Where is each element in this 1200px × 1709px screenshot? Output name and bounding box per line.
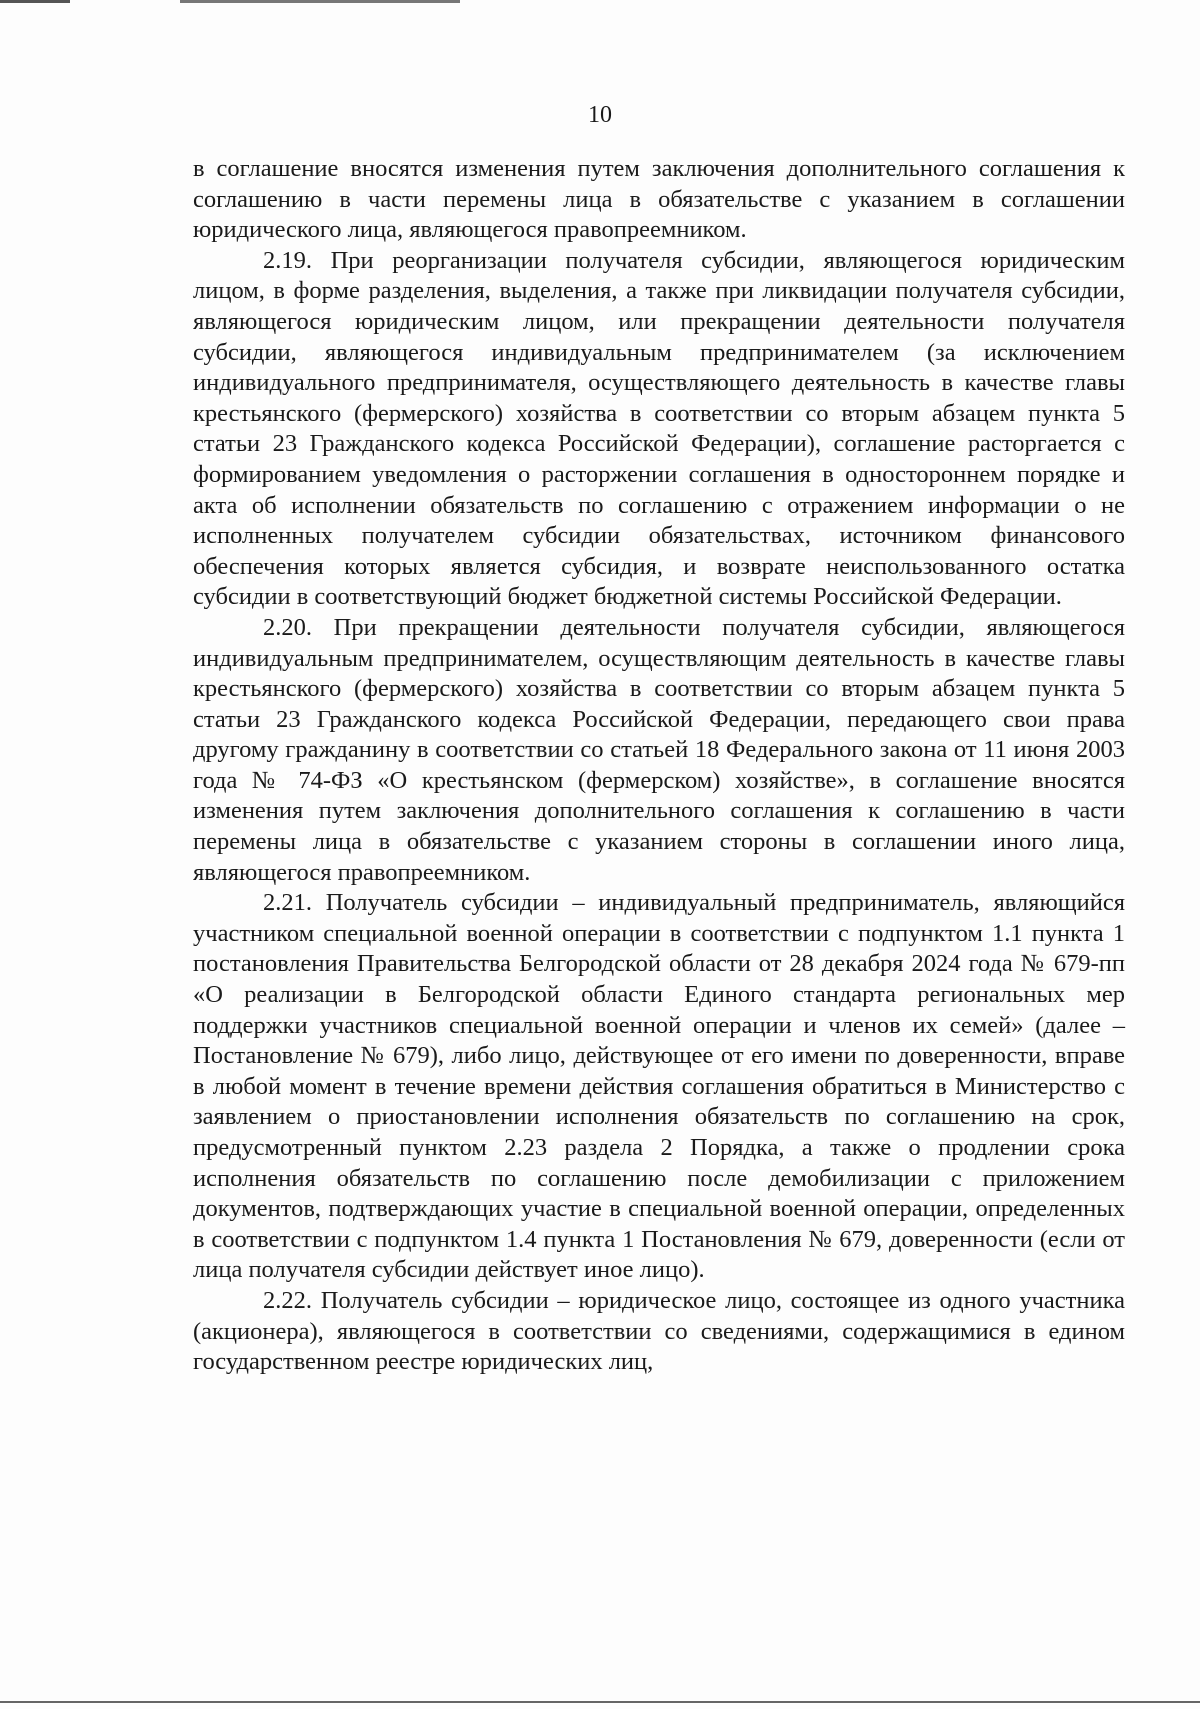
document-body — [193, 154, 1125, 1378]
paragraph-continuation: в соглашение вносятся изменения путем заключения дополнительного соглашения к соглашению в части перемены лица в обязательстве с указанием в соглашении юридического лица, являющегося правопреемником. — [193, 155, 1125, 244]
paragraph-2-20: 2.20. При прекращении деятельности получателя субсидии, являющегося индивидуальным предпринимателем, осуществляющим деятельность в качестве главы крестьянского (фермерского) хозяйства в соответствии со вторым абзацем пункта 5 статьи 23 Гражданского кодекса Российской Федерации, передающего свои права другому гражданину в соответствии со статьей 18 Федерального закона от 11 июня 2003 года № 74-ФЗ «О крестьянском (фермерском) хозяйстве», в соглашение вносятся изменения путем заключения дополнительного соглашения к соглашению в части перемены лица в обязательстве с указанием стороны в соглашении иного лица, являющегося правопреемником. — [193, 613, 1125, 886]
paragraph-2-19: 2.19. При реорганизации получателя субсидии, являющегося юридическим лицом, в форме разделения, выделения, а также при ликвидации получателя субсидии, являющегося юридическим лицом, или прекращении деятельности получателя субсидии, являющегося индивидуальным предпринимателем (за исключением индивидуального предпринимателя, осуществляющего деятельность в качестве главы крестьянского (фермерского) хозяйства в соответствии со вторым абзацем пункта 5 статьи 23 Гражданского кодекса Российской Федерации), соглашение расторгается с формированием уведомления о расторжении соглашения в одностороннем порядке и акта об исполнении обязательств по соглашению с отражением информации о не исполненных получателем субсидии обязательствах, источником финансового обеспечения которых является субсидия, и возврате неиспользованного остатка субсидии в соответствующий бюджет бюджетной системы Российской Федерации. — [193, 246, 1125, 611]
paragraph-2-22: 2.22. Получатель субсидии – юридическое лицо, состоящее из одного участника (акционера), являющегося в соответствии со сведениями, содержащимися в едином государственном реестре юридических лиц, — [193, 1286, 1125, 1376]
paragraph-2-21: 2.21. Получатель субсидии – индивидуальный предприниматель, являющийся участником специальной военной операции в соответствии с подпунктом 1.1 пункта 1 постановления Правительства Белгородской области от 28 декабря 2024 года № 679-пп «О реализации в Белгородской области Единого стандарта региональных мер поддержки участников специальной военной операции и членов их семей» (далее – Постановление № 679), либо лицо, действующее от его имени по доверенности, вправе в любой момент в течение времени действия соглашения обратиться в Министерство с заявлением о приостановлении исполнения обязательств по соглашению на срок, предусмотренный пунктом 2.23 раздела 2 Порядка, а также о продлении срока исполнения обязательств по соглашению после демобилизации с приложением документов, подтверждающих участие в специальной военной операции, определенных в соответствии с подпунктом 1.4 пункта 1 Постановления № 679, доверенности (если от лица получателя субсидии действует иное лицо). — [193, 889, 1125, 1284]
scan-bottom-edge — [0, 1701, 1200, 1703]
page-number: 10 — [588, 102, 612, 128]
scan-top-edge — [0, 0, 1200, 3]
